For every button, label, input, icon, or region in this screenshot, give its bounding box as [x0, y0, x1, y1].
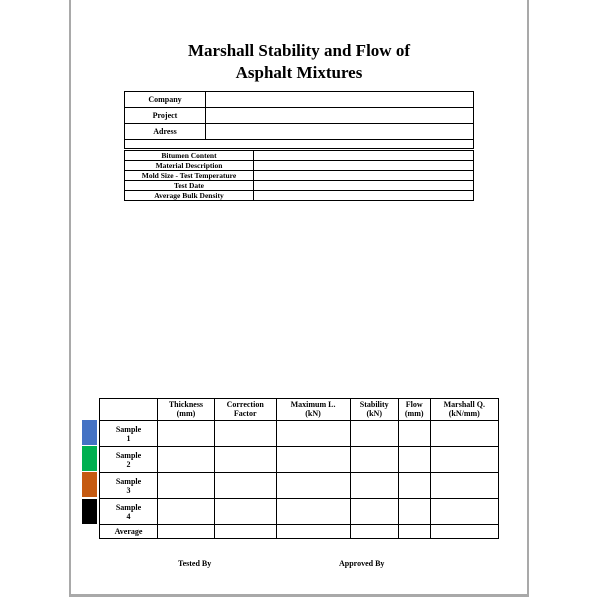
test-date-value-cell[interactable] — [254, 181, 474, 191]
sample-4-color-swatch — [82, 499, 97, 524]
sample-1-thickness-cell[interactable] — [158, 421, 215, 447]
header-correction-factor: Correction Factor — [214, 399, 276, 421]
header-row — [100, 399, 499, 421]
address-value-cell[interactable] — [206, 124, 474, 140]
material-description-label: Material Description — [125, 161, 254, 171]
company-row — [125, 92, 474, 108]
header-thickness: Thickness (mm) — [158, 399, 215, 421]
bitumen-content-value-cell[interactable] — [254, 151, 474, 161]
sample-3-stability-cell[interactable] — [350, 473, 398, 499]
sample-row-2 — [100, 447, 499, 473]
sample-1-color-swatch — [82, 420, 97, 445]
sample-3-thickness-cell[interactable] — [158, 473, 215, 499]
sample-row-4 — [100, 499, 499, 525]
sample-4-flow-cell[interactable] — [398, 499, 430, 525]
test-date-label: Test Date — [125, 181, 254, 191]
sample-2-stability-cell[interactable] — [350, 447, 398, 473]
company-info-table — [124, 91, 474, 149]
sample-1-max-load-cell[interactable] — [276, 421, 350, 447]
spacer-cell — [125, 140, 474, 149]
project-label: Project — [125, 108, 206, 124]
header-stability: Stability (kN) — [350, 399, 398, 421]
test-info-table — [124, 150, 474, 201]
average-correction-cell[interactable] — [214, 525, 276, 539]
company-label: Company — [125, 92, 206, 108]
document-title — [71, 40, 527, 84]
test-date-row — [125, 181, 474, 191]
sample-2-flow-cell[interactable] — [398, 447, 430, 473]
sample-3-marshall-cell[interactable] — [430, 473, 498, 499]
sample-3-max-load-cell[interactable] — [276, 473, 350, 499]
header-maximum-load: Maximum L. (kN) — [276, 399, 350, 421]
mold-size-row — [125, 171, 474, 181]
approved-by-label: Approved By — [339, 559, 385, 568]
sample-4-label: Sample 4 — [100, 499, 158, 525]
bulk-density-label: Average Bulk Density — [125, 191, 254, 201]
mold-size-label: Mold Size - Test Temperature — [125, 171, 254, 181]
sample-1-correction-cell[interactable] — [214, 421, 276, 447]
sample-2-marshall-cell[interactable] — [430, 447, 498, 473]
sample-3-label: Sample 3 — [100, 473, 158, 499]
sample-1-label: Sample 1 — [100, 421, 158, 447]
project-value-cell[interactable] — [206, 108, 474, 124]
bulk-density-row — [125, 191, 474, 201]
average-label: Average — [100, 525, 158, 539]
sample-3-flow-cell[interactable] — [398, 473, 430, 499]
average-marshall-cell[interactable] — [430, 525, 498, 539]
bitumen-content-row — [125, 151, 474, 161]
company-value-cell[interactable] — [206, 92, 474, 108]
sample-1-stability-cell[interactable] — [350, 421, 398, 447]
bulk-density-value-cell[interactable] — [254, 191, 474, 201]
sample-2-label: Sample 2 — [100, 447, 158, 473]
spacer-row — [125, 140, 474, 149]
sample-2-color-swatch — [82, 446, 97, 471]
sample-1-flow-cell[interactable] — [398, 421, 430, 447]
material-description-row — [125, 161, 474, 171]
sample-4-correction-cell[interactable] — [214, 499, 276, 525]
title-line-1: Marshall Stability and Flow of — [188, 41, 410, 60]
average-row — [100, 525, 499, 539]
header-flow: Flow (mm) — [398, 399, 430, 421]
average-thickness-cell[interactable] — [158, 525, 215, 539]
sample-3-correction-cell[interactable] — [214, 473, 276, 499]
address-row — [125, 124, 474, 140]
tested-by-label: Tested By — [178, 559, 212, 568]
average-flow-cell[interactable] — [398, 525, 430, 539]
project-row — [125, 108, 474, 124]
bitumen-content-label: Bitumen Content — [125, 151, 254, 161]
sample-row-1 — [100, 421, 499, 447]
sample-4-max-load-cell[interactable] — [276, 499, 350, 525]
sample-3-color-swatch — [82, 472, 97, 497]
sample-4-thickness-cell[interactable] — [158, 499, 215, 525]
average-stability-cell[interactable] — [350, 525, 398, 539]
sample-2-correction-cell[interactable] — [214, 447, 276, 473]
material-description-value-cell[interactable] — [254, 161, 474, 171]
sample-4-marshall-cell[interactable] — [430, 499, 498, 525]
address-label: Adress — [125, 124, 206, 140]
header-marshall-quotient: Marshall Q. (kN/mm) — [430, 399, 498, 421]
sample-results-table — [99, 398, 499, 539]
sample-2-thickness-cell[interactable] — [158, 447, 215, 473]
header-corner — [100, 399, 158, 421]
sample-2-max-load-cell[interactable] — [276, 447, 350, 473]
mold-size-value-cell[interactable] — [254, 171, 474, 181]
sample-row-3 — [100, 473, 499, 499]
title-line-2: Asphalt Mixtures — [235, 63, 363, 82]
sample-1-marshall-cell[interactable] — [430, 421, 498, 447]
average-max-load-cell[interactable] — [276, 525, 350, 539]
sample-4-stability-cell[interactable] — [350, 499, 398, 525]
